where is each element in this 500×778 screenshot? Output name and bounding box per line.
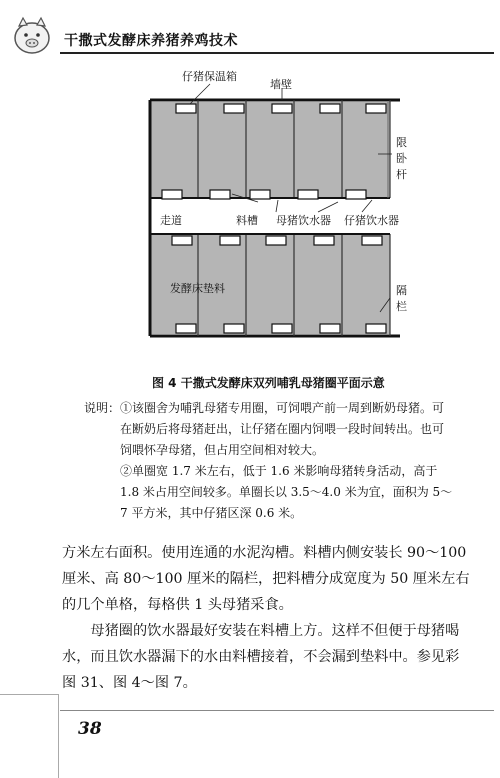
body-line: 水，而且饮水器漏下的水由料槽接着，不会漏到垫料中。参见彩 xyxy=(62,649,460,665)
label-aisle: 走道 xyxy=(160,214,182,227)
figure-caption: 图 4 干撒式发酵床双列哺乳母猪圈平面示意 xyxy=(152,376,385,390)
body-text xyxy=(62,540,494,696)
note-line: 7 平方米，其中仔猪区深 0.6 米。 xyxy=(120,506,303,520)
body-line: 母猪圈的饮水器最好安装在料槽上方。这样不但便于母猪喝 xyxy=(90,623,460,639)
running-header-title: 干撒式发酵床养猪养鸡技术 xyxy=(64,33,238,49)
header-divider xyxy=(60,52,494,54)
label-wall: 墙壁 xyxy=(270,78,292,91)
footer-divider xyxy=(60,710,494,711)
label-fence-1: 隔 xyxy=(396,284,407,297)
page-corner-tab xyxy=(0,694,59,778)
label-limit-bar-2: 卧 xyxy=(396,152,407,165)
page-number: 38 xyxy=(78,719,102,739)
label-sow-drinker: 母猪饮水器 xyxy=(276,214,331,227)
body-line: 厘米、高 80～100 厘米的隔栏，把料槽分成宽度为 50 厘米左右 xyxy=(62,571,470,587)
note-line: ①该圈舍为哺乳母猪专用圈，可饲喂产前一周到断奶母猪。可 xyxy=(120,401,445,415)
note-label: 说明： xyxy=(84,401,121,415)
label-bedding: 发酵床垫料 xyxy=(170,282,225,295)
body-line: 的几个单格，每格供 1 头母猪采食。 xyxy=(62,597,293,613)
note-line: 1.8 米占用空间较多。单圈长以 3.5～4.0 米为宜，面积为 5～ xyxy=(120,485,453,499)
label-limit-bar-1: 限 xyxy=(396,136,407,149)
label-piglet-drinker: 仔猪饮水器 xyxy=(344,214,399,227)
label-trough: 料槽 xyxy=(236,214,258,227)
note-line: 在断奶后将母猪赶出，让仔猪在圈内饲喂一段时间转出。也可 xyxy=(120,422,445,436)
label-limit-bar-3: 杆 xyxy=(396,168,407,181)
label-piglet-box: 仔猪保温箱 xyxy=(182,70,237,83)
note-line: ②单圈宽 1.7 米左右，低于 1.6 米影响母猪转身活动，高于 xyxy=(120,464,438,478)
body-line: 图 31、图 4～图 7。 xyxy=(62,675,197,691)
figure-note xyxy=(84,398,484,524)
label-fence-2: 栏 xyxy=(396,300,407,313)
pen-floor-plan-diagram xyxy=(100,62,420,372)
top-pen-block xyxy=(150,102,390,198)
note-line: 饲喂怀孕母猪，但占用空间相对较大。 xyxy=(120,443,325,457)
body-line: 方米左右面积。使用连通的水泥沟槽。料槽内侧安装长 90～100 xyxy=(62,545,467,561)
pig-logo-icon xyxy=(10,14,54,58)
